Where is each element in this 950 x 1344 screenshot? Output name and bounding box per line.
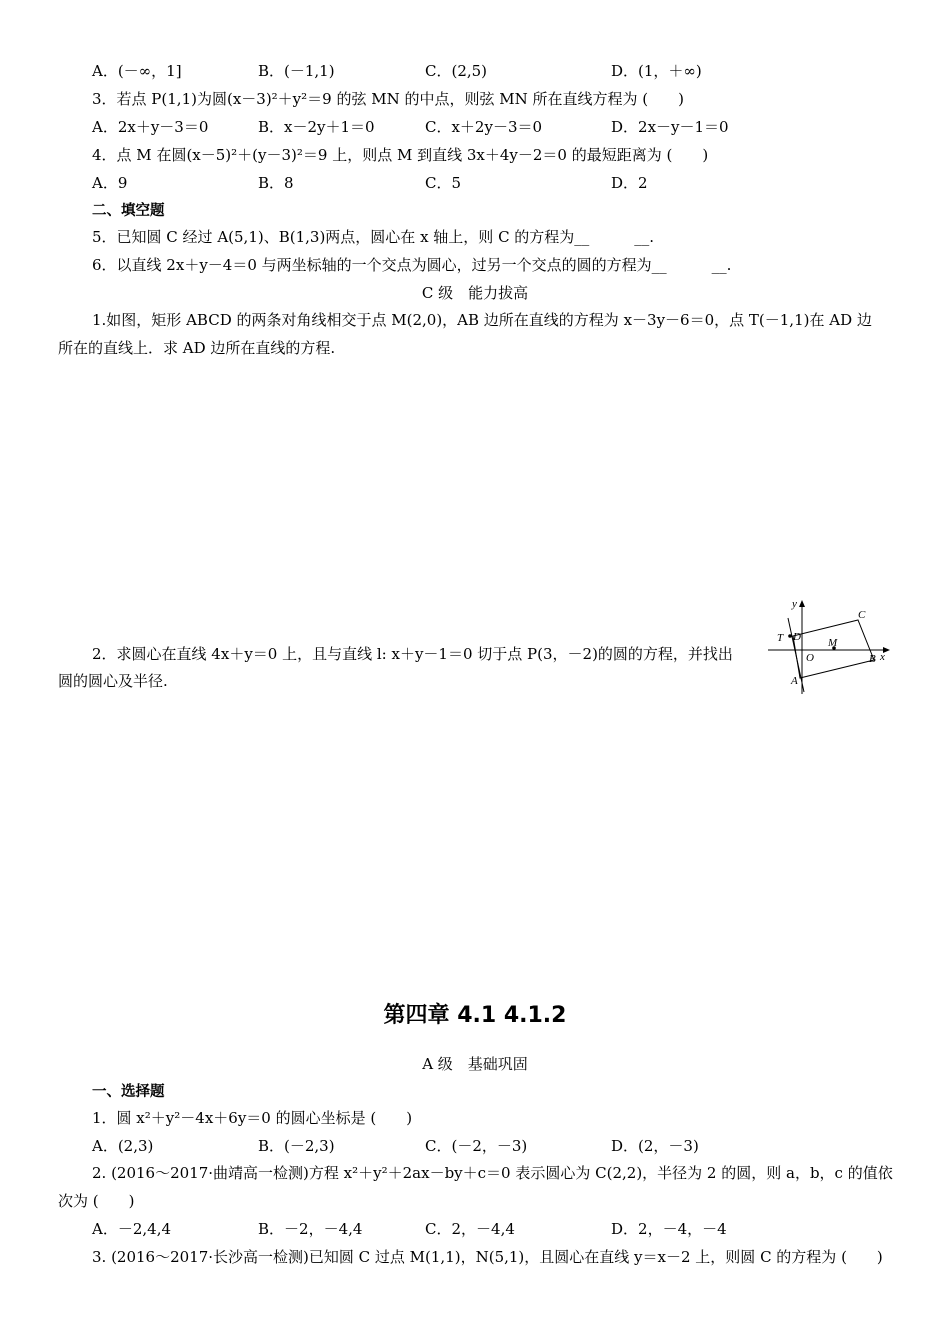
question-3-stem: 3．若点 P(1,1)为圆(x－3)²＋y²＝9 的弦 MN 的中点，则弦 MN 所在直线方程为 ( ) xyxy=(92,90,684,108)
option-c: C．(2,5) xyxy=(425,62,488,80)
option-a: A．－2,4,4 xyxy=(92,1220,171,1238)
label-t: T xyxy=(777,632,784,644)
option-a: A．2x＋y－3＝0 xyxy=(92,118,209,136)
option-a: A．(2,3) xyxy=(92,1137,154,1155)
label-o: O xyxy=(806,652,814,664)
question-2-line1: 2. (2016～2017·曲靖高一检测)方程 x²＋y²＋2ax－by＋c＝0 表示圆心为 C(2,2)，半径为 2 的圆，则 a，b，c 的值依 xyxy=(92,1164,893,1182)
c-question-1-line2: 所在的直线上．求 AD 边所在直线的方程. xyxy=(58,339,336,357)
section-heading-fill: 二、填空题 xyxy=(92,203,165,219)
label-x: x xyxy=(880,651,885,663)
label-d: D xyxy=(793,631,801,643)
question-1-stem: 1．圆 x²＋y²－4x＋6y＝0 的圆心坐标是 ( ) xyxy=(92,1109,413,1127)
option-a: A．9 xyxy=(92,174,128,192)
option-c: C．2，－4,4 xyxy=(425,1220,515,1238)
question-2-line2: 次为 ( ) xyxy=(58,1192,135,1210)
option-b: B．(－2,3) xyxy=(258,1137,335,1155)
option-d: D．(1，＋∞) xyxy=(611,62,702,80)
option-c: C．x＋2y－3＝0 xyxy=(425,118,543,136)
section-heading-choice: 一、选择题 xyxy=(92,1084,165,1100)
option-d: D．2，－4，－4 xyxy=(611,1220,727,1238)
rectangle-figure xyxy=(766,596,896,700)
label-y: y xyxy=(792,598,797,610)
option-c: C．(－2，－3) xyxy=(425,1137,528,1155)
question-3-stem: 3. (2016～2017·长沙高一检测)已知圆 C 过点 M(1,1)，N(5,1)，且圆心在直线 y＝x－2 上，则圆 C 的方程为 ( ) xyxy=(92,1248,883,1266)
option-b: B．8 xyxy=(258,174,294,192)
c-question-1-line1: 1.如图，矩形 ABCD 的两条对角线相交于点 M(2,0)，AB 边所在直线的方程为 x－3y－6＝0，点 T(－1,1)在 AD 边 xyxy=(92,311,872,329)
chapter-title: 第四章 4.1 4.1.2 xyxy=(383,1003,567,1028)
option-c: C．5 xyxy=(425,174,462,192)
level-c-heading: C 级 能力拔高 xyxy=(421,284,529,302)
c-question-2-line2: 圆的圆心及半径. xyxy=(58,672,168,690)
option-b: B．x－2y＋1＝0 xyxy=(258,118,375,136)
y-arrow xyxy=(799,600,805,607)
option-d: D．2 xyxy=(611,174,648,192)
option-b: B．－2，－4,4 xyxy=(258,1220,363,1238)
question-4-stem: 4．点 M 在圆(x－5)²＋(y－3)²＝9 上，则点 M 到直线 3x＋4y－2＝0 的最短距离为 ( ) xyxy=(92,146,709,164)
option-b: B．(－1,1) xyxy=(258,62,335,80)
label-b: B xyxy=(869,653,876,665)
point-t xyxy=(788,634,792,638)
c-question-2-line1: 2．求圆心在直线 4x＋y＝0 上，且与直线 l: x＋y－1＝0 切于点 P(3，－2)的圆的方程，并找出 xyxy=(92,645,733,663)
option-d: D．2x－y－1＝0 xyxy=(611,118,729,136)
label-c: C xyxy=(858,609,866,621)
label-m: M xyxy=(828,637,838,649)
option-d: D．(2，－3) xyxy=(611,1137,699,1155)
label-a: A xyxy=(791,675,798,687)
option-a: A．(－∞，1] xyxy=(92,62,182,80)
fill-question-6: 6．以直线 2x＋y－4＝0 与两坐标轴的一个交点为圆心，过另一个交点的圆的方程为__ __. xyxy=(92,256,732,274)
fill-question-5: 5．已知圆 C 经过 A(5,1)、B(1,3)两点，圆心在 x 轴上，则 C 的方程为__ __. xyxy=(92,228,655,246)
level-a-heading: A 级 基础巩固 xyxy=(422,1055,528,1073)
